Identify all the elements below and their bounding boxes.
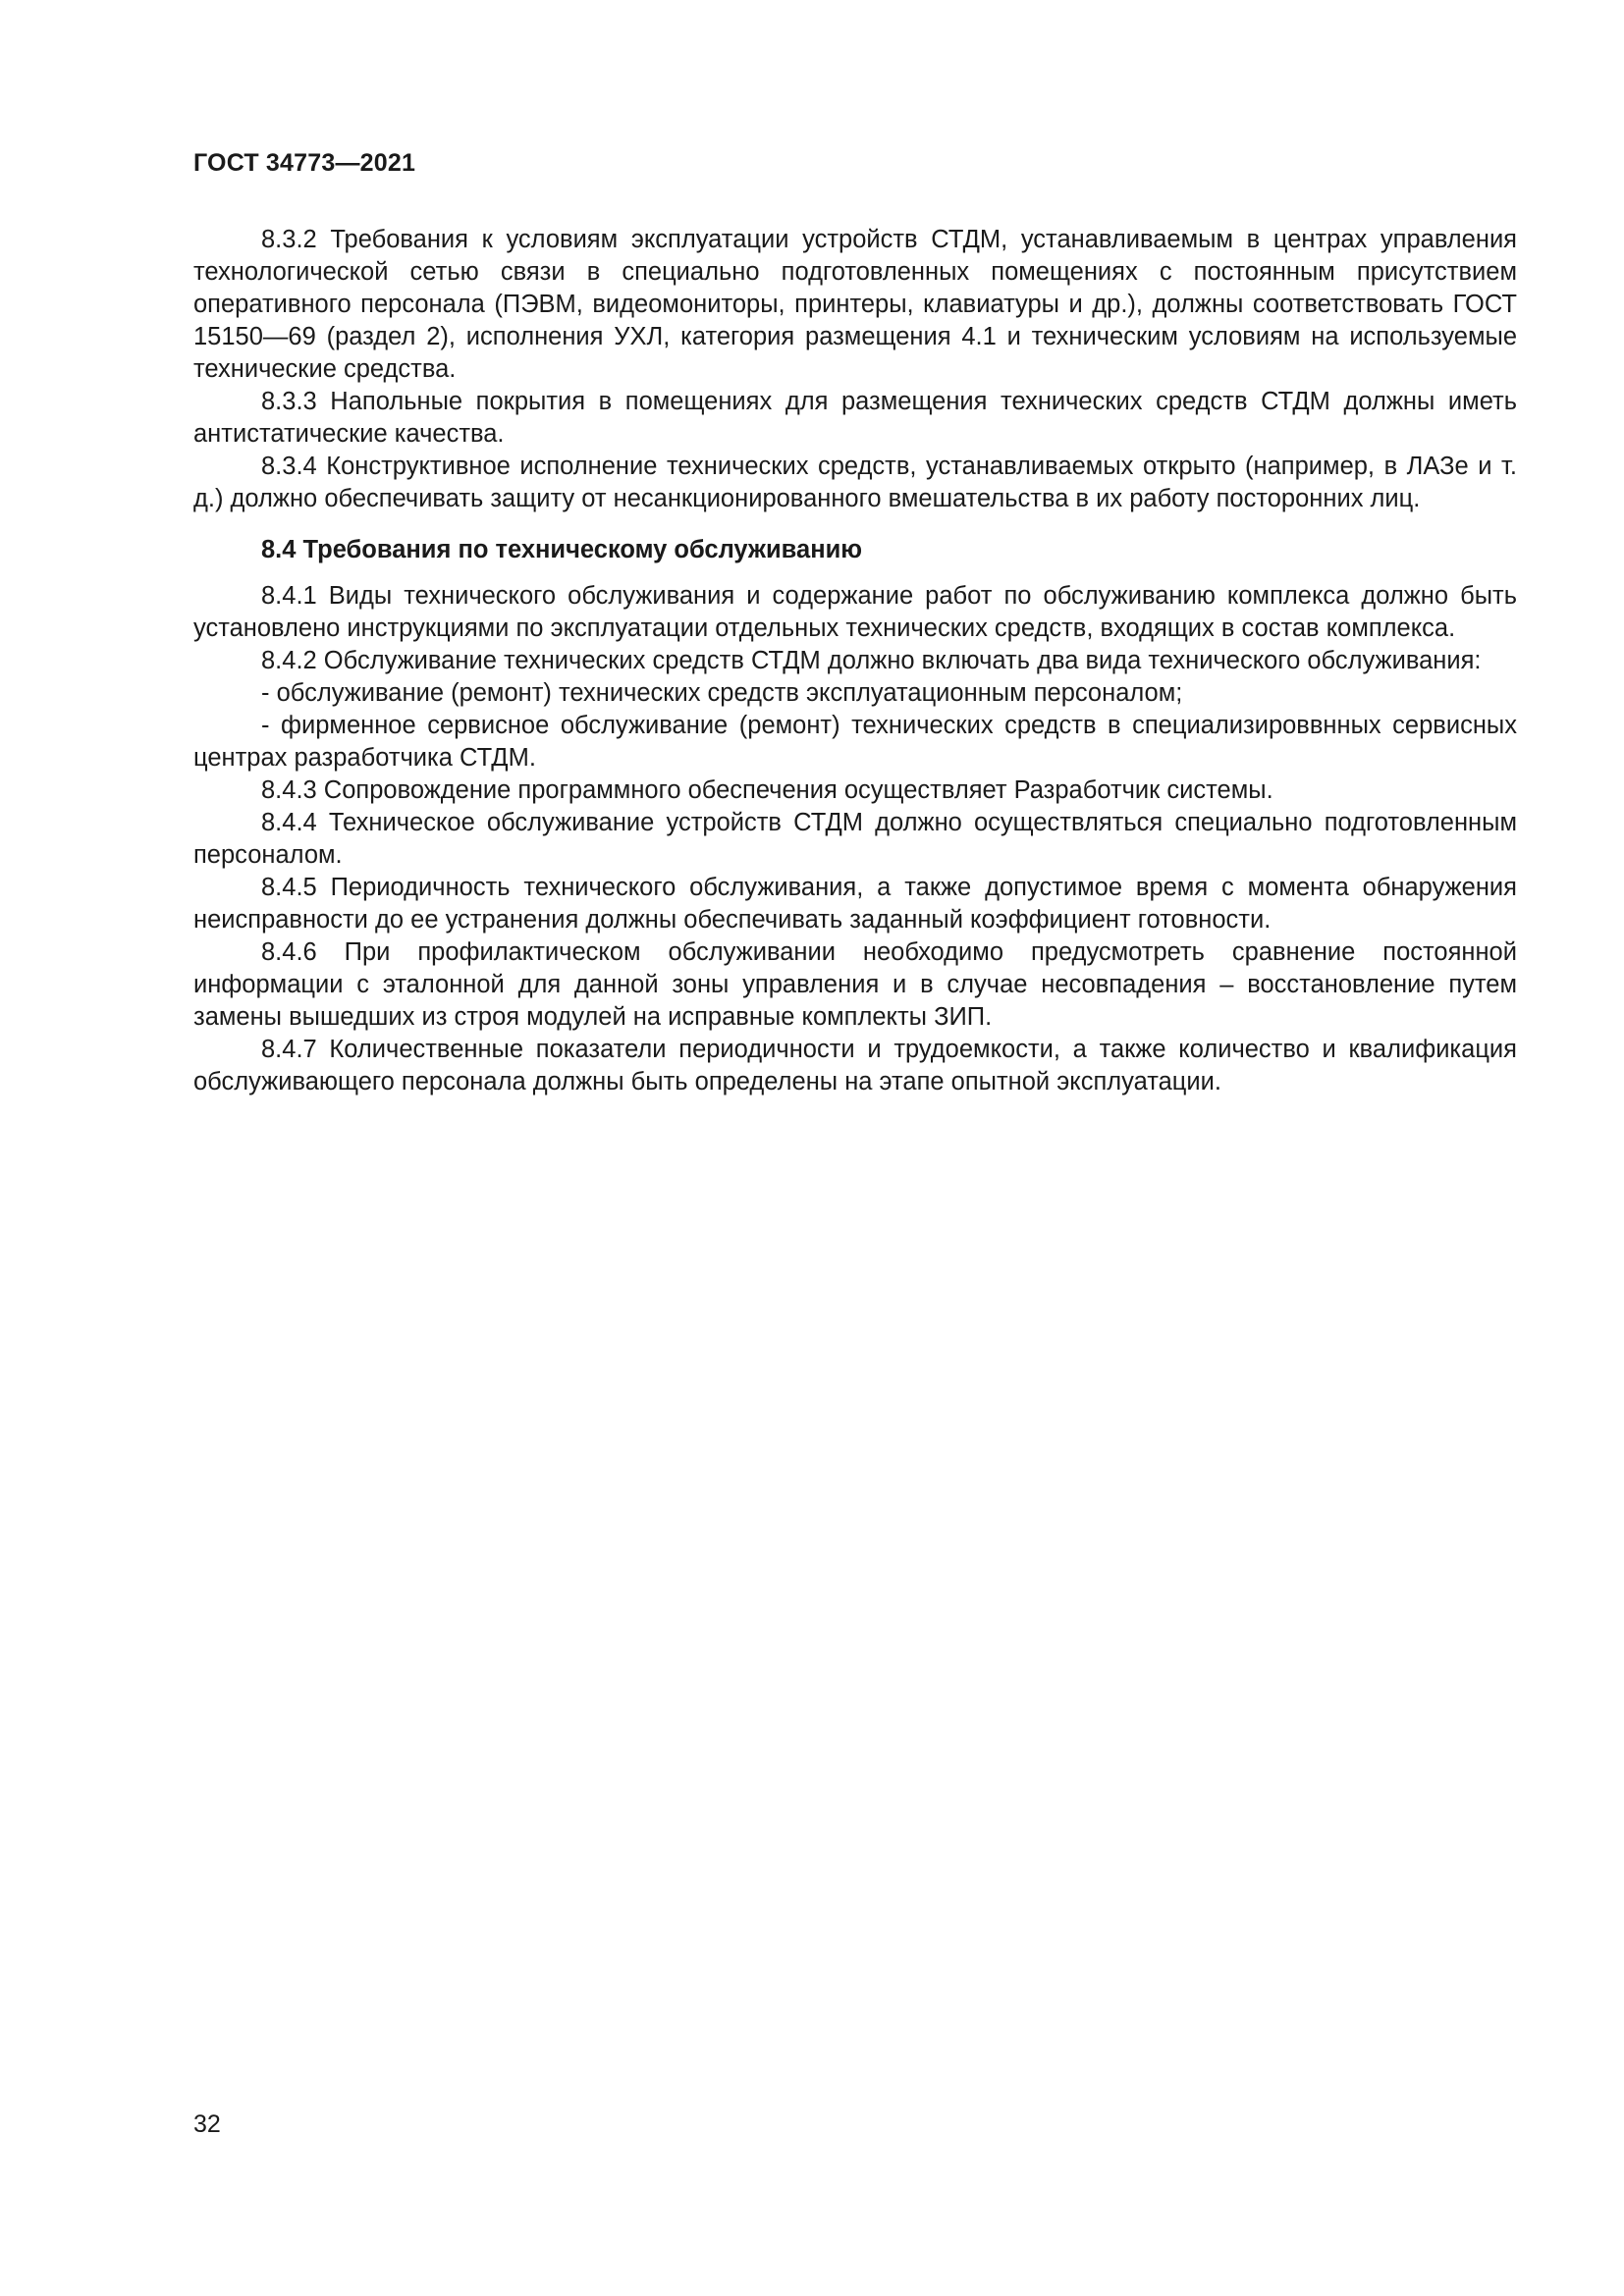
paragraph-8-3-3: 8.3.3 Напольные покрытия в помещениях для размещения технических средств СТДМ должны иметь антистатические качества. [193,388,1517,448]
paragraph-8-4-4: 8.4.4 Техническое обслуживание устройств СТДМ должно осуществляться специально подготовленным персоналом. [193,809,1517,869]
paragraph-8-4-7: 8.4.7 Количественные показатели периодичности и трудоемкости, а также количество и квалификация обслуживающего персонала должны быть определены на этапе опытной эксплуатации. [193,1036,1517,1095]
paragraph-8-4-5: 8.4.5 Периодичность технического обслуживания, а также допустимое время с момента обнаружения неисправности до ее устранения должны обеспечивать заданный коэффициент готовности. [193,874,1517,934]
document-header: ГОСТ 34773—2021 [193,149,416,177]
paragraph-8-3-2: 8.3.2 Требования к условиям эксплуатации устройств СТДМ, устанавливаемым в центрах управления технологической сетью связи в специально подготовленных помещениях с постоянным присутствием оперативного персонала (ПЭВМ, видеомониторы, принтеры, клавиатуры и др.), должны соответствовать ГОСТ 15150—69 (раздел 2), исполнения УХЛ, категория размещения 4.1 и техническим условиям на используемые технические средства. [193,226,1517,383]
document-body [193,224,1517,1098]
paragraph-8-4-3: 8.4.3 Сопровождение программного обеспечения осуществляет Разработчик системы. [261,776,1273,804]
paragraph-8-4-6: 8.4.6 При профилактическом обслуживании необходимо предусмотреть сравнение постоянной информации с эталонной для данной зоны управления и в случае несовпадения – восстановление путем замены вышедших из строя модулей на исправные комплекты ЗИП. [193,938,1517,1031]
paragraph-8-3-4: 8.3.4 Конструктивное исполнение технических средств, устанавливаемых открыто (например, в ЛАЗе и т. д.) должно обеспечивать защиту от несанкционированного вмешательства в их работу посторонних лиц. [193,453,1517,512]
paragraph-8-4-1: 8.4.1 Виды технического обслуживания и содержание работ по обслуживанию комплекса должно быть установлено инструкциями по эксплуатации отдельных технических средств, входящих в состав комплекса. [193,582,1517,642]
page-number: 32 [193,2110,221,2138]
section-heading-8-4: 8.4 Требования по техническому обслуживанию [261,536,863,563]
paragraph-8-4-2: 8.4.2 Обслуживание технических средств СТДМ должно включать два вида технического обслуживания: [261,647,1482,674]
list-item-maintenance-staff: - обслуживание (ремонт) технических средств эксплуатационным персоналом; [261,679,1183,707]
list-item-vendor-service: - фирменное сервисное обслуживание (ремонт) технических средств в специализироввнных сервисных центрах разработчика СТДМ. [193,712,1517,772]
